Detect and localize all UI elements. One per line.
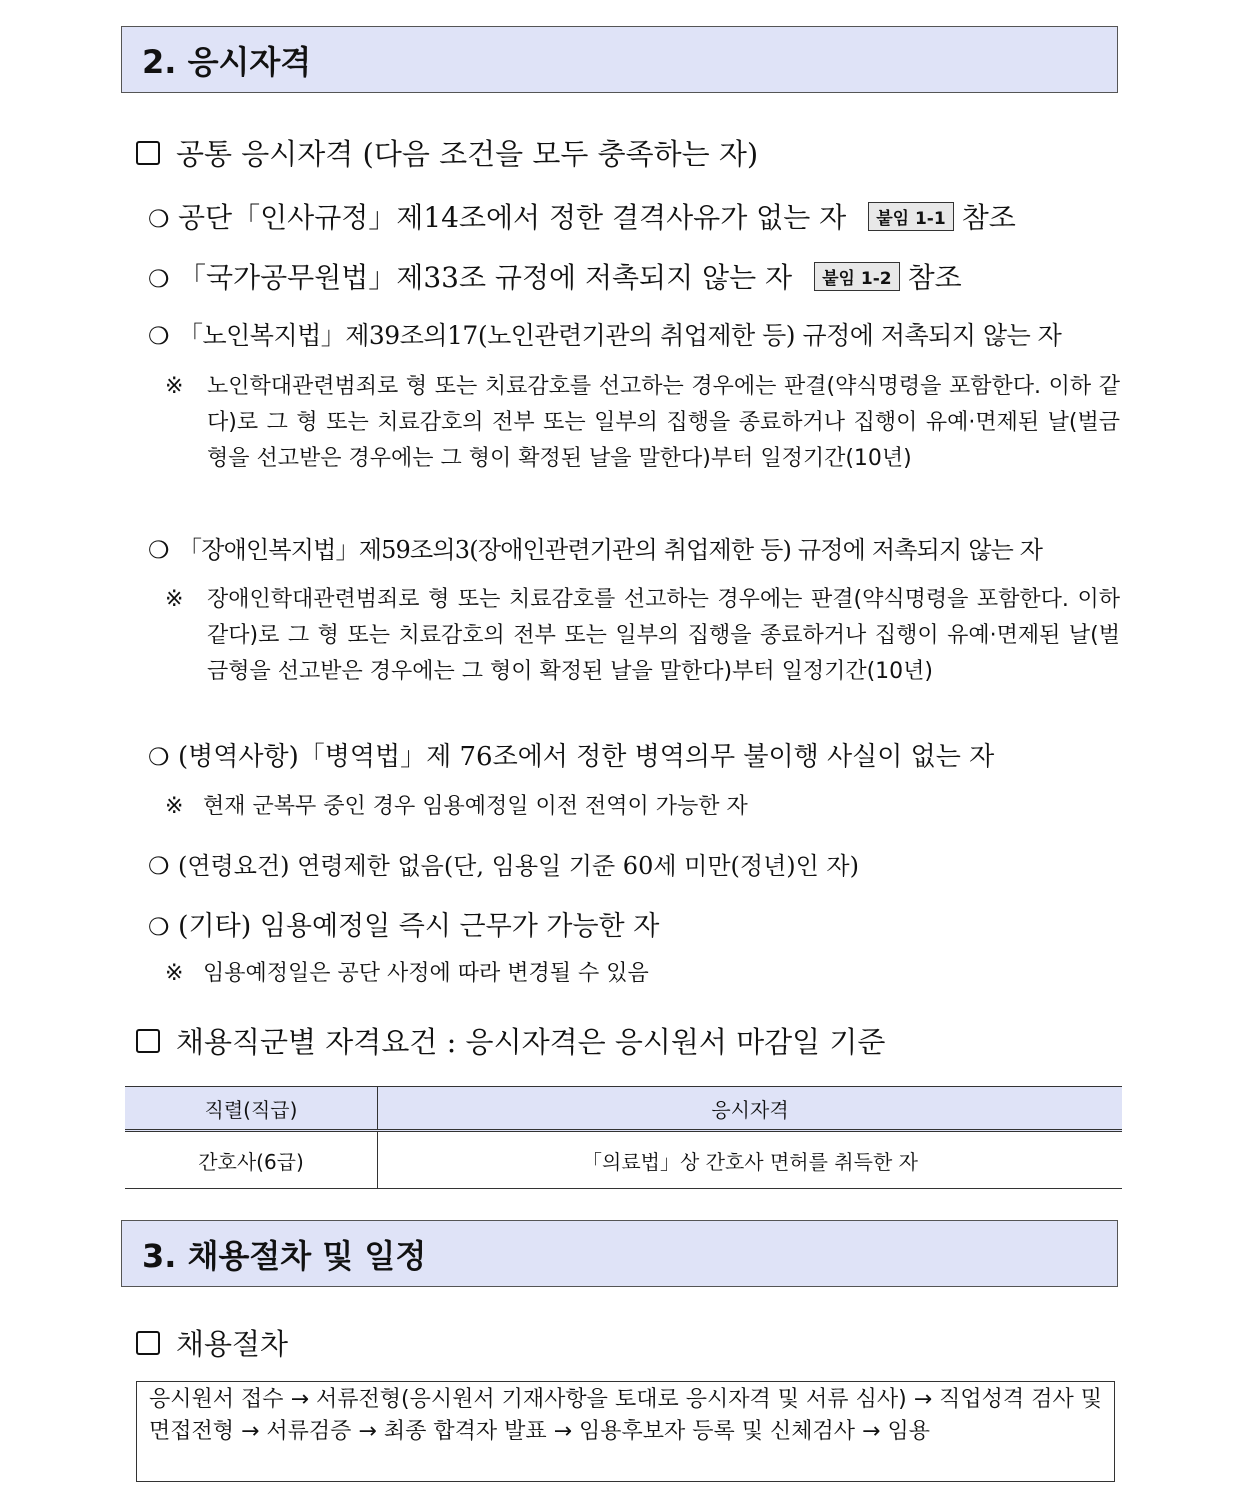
note: ※ 노인학대관련범죄로 형 또는 치료감호를 선고하는 경우에는 판결(약식명령을 포함한다. 이하 같다)로 그 형 또는 치료감호의 전부 또는 일부의 집행을 종료하거나 집행이 유예·면제된 날(벌금형을 선고받은 경우에는 그 형이 확정된 날을 말한다)부터 일정기간(10년) xyxy=(165,369,1120,477)
list-item: ❍ 「장애인복지법」제59조의3(장애인관련기관의 취업제한 등) 규정에 저촉되지 않는 자 xyxy=(148,536,1043,564)
circle-bullet-icon: ❍ xyxy=(148,913,170,941)
checkbox-square-icon xyxy=(136,1331,160,1355)
circle-bullet-icon: ❍ xyxy=(148,265,170,293)
circle-bullet-icon: ❍ xyxy=(148,852,170,880)
checkbox-square-icon xyxy=(136,1029,160,1053)
job-qualification-heading: 채용직군별 자격요건 : 응시자격은 응시원서 마감일 기준 xyxy=(136,1020,885,1061)
attachment-badge: 붙임 1-1 xyxy=(868,202,953,231)
reference-mark: ※ xyxy=(165,961,184,986)
list-item: ❍ 「노인복지법」제39조의17(노인관련기관의 취업제한 등) 규정에 저촉되지 않는 자 xyxy=(148,321,1062,350)
list-item: ❍ 공단「인사규정」제14조에서 정한 결격사유가 없는 자 붙임 1-1 참조 xyxy=(148,201,1016,234)
section-3-title: 3. 채용절차 및 일정 xyxy=(121,1220,1118,1287)
column-header-position: 직렬(직급) xyxy=(125,1087,378,1131)
note: ※ 장애인학대관련범죄로 형 또는 치료감호를 선고하는 경우에는 판결(약식명령을 포함한다. 이하 같다)로 그 형 또는 치료감호의 전부 또는 일부의 집행을 종료하거나 집행이 유예·면제된 날(벌금형을 선고받은 경우에는 그 형이 확정된 날을 말한다)부터 일정기간(10년) xyxy=(165,582,1120,690)
table-cell-qualification: 「의료법」상 간호사 면허를 취득한 자 xyxy=(378,1131,1123,1189)
table-cell-position: 간호사(6급) xyxy=(125,1131,378,1189)
qualification-table xyxy=(125,1086,1122,1189)
list-item: ❍ 「국가공무원법」제33조 규정에 저촉되지 않는 자 붙임 1-2 참조 xyxy=(148,261,962,294)
column-header-qualification: 응시자격 xyxy=(378,1087,1123,1131)
reference-mark: ※ xyxy=(165,374,184,399)
attachment-badge: 붙임 1-2 xyxy=(814,262,899,291)
note: ※ 현재 군복무 중인 경우 임용예정일 이전 전역이 가능한 자 xyxy=(165,789,1120,825)
reference-mark: ※ xyxy=(165,587,184,612)
table-row xyxy=(125,1131,1122,1189)
checkbox-square-icon xyxy=(136,141,160,165)
section-2-title: 2. 응시자격 xyxy=(121,26,1118,93)
table-header-row xyxy=(125,1087,1122,1131)
list-item: ❍ (병역사항)「병역법」제 76조에서 정한 병역의무 불이행 사실이 없는 자 xyxy=(148,742,995,772)
common-qualification-heading: 공통 응시자격 (다음 조건을 모두 충족하는 자) xyxy=(136,132,758,173)
circle-bullet-icon: ❍ xyxy=(148,322,170,350)
procedure-box: 응시원서 접수 → 서류전형(응시원서 기재사항을 토대로 응시자격 및 서류 심사) → 직업성격 검사 및 면접전형 → 서류검증 → 최종 합격자 발표 → 임용후보자 등록 및 신체검사 → 임용 xyxy=(136,1381,1115,1482)
circle-bullet-icon: ❍ xyxy=(148,536,169,564)
note: ※ 임용예정일은 공단 사정에 따라 변경될 수 있음 xyxy=(165,956,1120,992)
procedure-heading: 채용절차 xyxy=(136,1322,288,1363)
circle-bullet-icon: ❍ xyxy=(148,205,170,233)
list-item: ❍ (기타) 임용예정일 즉시 근무가 가능한 자 xyxy=(148,911,660,942)
reference-mark: ※ xyxy=(165,794,184,819)
circle-bullet-icon: ❍ xyxy=(148,743,170,771)
list-item: ❍ (연령요건) 연령제한 없음(단, 임용일 기준 60세 미만(정년)인 자) xyxy=(148,852,859,880)
